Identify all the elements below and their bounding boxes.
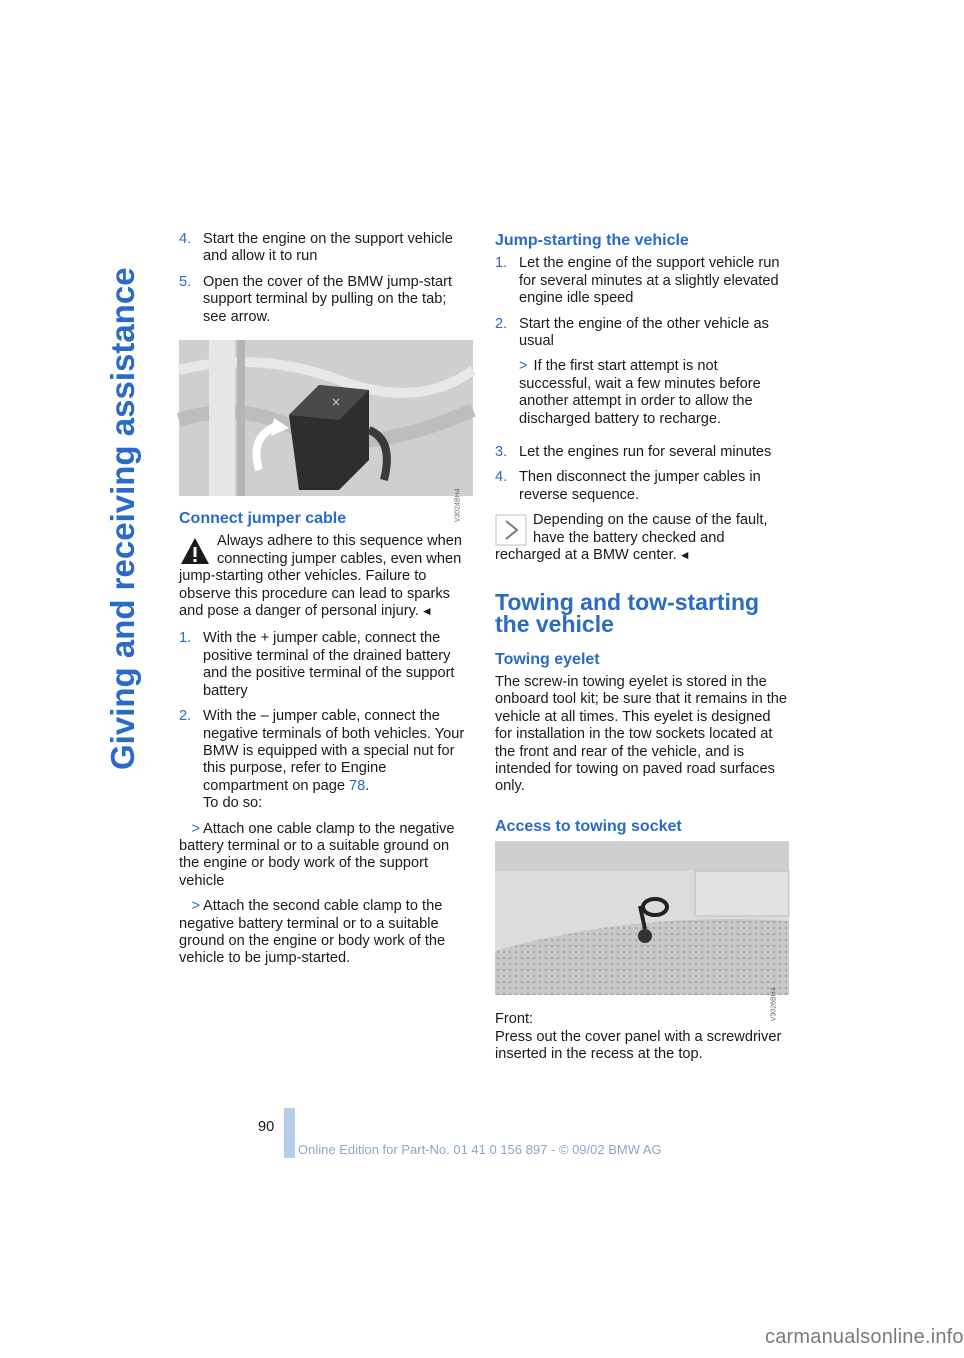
list-item [179, 231, 473, 266]
sub-marker: > [191, 898, 200, 915]
towing-eyelet-heading: Towing eyelet [495, 650, 600, 668]
note-text: Depending on the cause of the fault, have the battery checked and recharged at a BMW center. [495, 512, 768, 564]
note-arrow-icon [495, 514, 527, 546]
watermark: carmanualsonline.info [765, 1326, 964, 1348]
footer-bar [284, 1108, 295, 1158]
list-item [495, 469, 791, 504]
section-side-title: Giving and receiving assistance [104, 267, 141, 770]
connect-jumper-heading: Connect jumper cable [179, 510, 347, 528]
step-text: Then disconnect the jumper cables in reverse sequence. [519, 469, 761, 503]
left-column [179, 231, 473, 984]
list-item [495, 444, 791, 461]
step-text: Let the engines run for several minutes [519, 444, 772, 461]
photo-code: V3026BH4 [770, 987, 778, 1022]
list-item [179, 708, 473, 976]
towing-heading: Towing and tow-starting the vehicle [495, 588, 760, 637]
info-note [495, 512, 791, 564]
sub-item [179, 898, 473, 968]
sub-item [519, 358, 791, 428]
step-number: 4. [495, 469, 508, 486]
front-label: Front: [495, 1011, 534, 1028]
step-number: 1. [179, 630, 192, 647]
step-number: 2. [179, 708, 192, 725]
warning-note [179, 533, 473, 620]
footer-text: Online Edition for Part-No. 01 41 0 156 897 - © 09/02 BMW AG [298, 1142, 662, 1157]
step-text [179, 708, 473, 976]
end-mark: ◄ [420, 604, 433, 619]
step-text-part: To do so: [203, 795, 263, 812]
jump-start-terminal-illustration [179, 340, 473, 496]
jump-starting-heading: Jump-starting the vehicle [495, 232, 689, 249]
sub-text: Attach the second cable clamp to the negative battery terminal or to a suitable ground on the engine or body work of the vehicle to be jump-started. [179, 898, 446, 967]
page-link[interactable]: 78 [349, 777, 366, 794]
list-item [495, 255, 791, 307]
sub-marker: > [519, 358, 528, 375]
step-number: 2. [495, 315, 508, 332]
step-text-part: . [365, 777, 370, 794]
sub-marker: > [191, 820, 200, 837]
right-column [495, 231, 791, 1063]
step-text-part: With the – jumper cable, connect the negative terminals of both vehicles. Your BMW is equipped with a special nut for this purpose, refer to Engine compartment on page [203, 708, 465, 794]
towing-eyelet-text: The screw-in towing eyelet is stored in the onboard tool kit; be sure that it remains in the vehicle at all times. This eyelet is designed for installation in the tow sockets located at the front and rear of the vehicle, and is intended for towing on paved road surfaces only. [495, 673, 788, 795]
warning-triangle-icon [179, 535, 211, 567]
step-number: 4. [179, 231, 192, 247]
step-number: 5. [179, 273, 192, 290]
page-number: 90 [258, 1119, 275, 1135]
photo-code: V3024BH4 [454, 488, 462, 522]
list-item [179, 630, 473, 700]
front-text: Press out the cover panel with a screwdriver inserted in the recess at the top. [495, 1028, 782, 1062]
sub-text: If the first start attempt is not successful, wait a few minutes before another attempt in order to allow the discharged battery to recharge. [519, 358, 761, 427]
step-text: With the + jumper cable, connect the positive terminal of the drained battery and the positive terminal of the support battery [203, 630, 455, 699]
end-mark: ◄ [678, 548, 691, 563]
towing-socket-illustration [495, 841, 789, 995]
step-number: 1. [495, 255, 508, 272]
sub-text: Attach one cable clamp to the negative battery terminal or to a suitable ground on the engine or body work of the support vehicle [179, 820, 455, 889]
step-number: 3. [495, 444, 508, 461]
step-text: Start the engine on the support vehicle and allow it to run [203, 231, 453, 265]
towing-socket-heading: Access to towing socket [495, 817, 682, 835]
svg-text:×: × [331, 395, 342, 410]
step-text: Let the engine of the support vehicle run for several minutes at a slightly elevated engine idle speed [519, 255, 780, 307]
step-text-part: Start the engine of the other vehicle as usual [519, 315, 769, 350]
list-item [179, 274, 473, 326]
warning-text: Always adhere to this sequence when connecting jumper cables, even when jump-starting other vehicles. Failure to observe this procedure can lead to sparks and pose a danger of personal injury. [179, 533, 463, 620]
list-item [495, 316, 791, 436]
step-text [519, 316, 791, 436]
step-text: Open the cover of the BMW jump-start support terminal by pulling on the tab; see arrow. [203, 273, 452, 325]
sub-item [179, 821, 473, 891]
